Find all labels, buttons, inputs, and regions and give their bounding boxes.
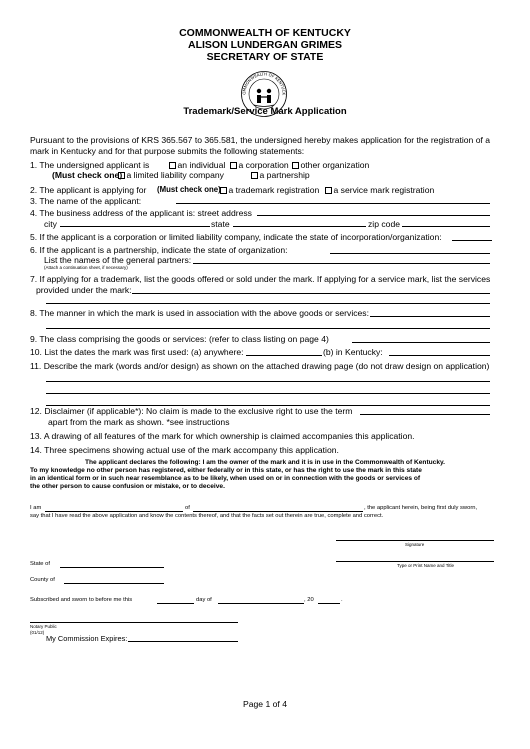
- checkbox-label: a service mark registration: [333, 185, 435, 195]
- notary-state-field[interactable]: [60, 567, 164, 568]
- item-5-label: 5. If the applicant is a corporation or limited liability company, indicate the state of incorporation/organization:: [30, 232, 442, 242]
- zip-label: zip code: [368, 219, 401, 229]
- checkbox-label: a partnership: [259, 170, 310, 180]
- year-period: .: [341, 597, 343, 603]
- item-7-line-1: 7. If applying for a trademark, list the goods offered or sold under the mark. If applying for a service mark, list the services: [30, 274, 491, 284]
- subscribed-label: Subscribed and sworn to before me this: [30, 597, 133, 603]
- form-title: Trademark/Service Mark Application: [183, 106, 347, 117]
- state-label: state: [211, 219, 230, 229]
- general-partners-label: List the names of the general partners:: [44, 255, 192, 265]
- form-code: (01/12): [30, 630, 45, 635]
- checkbox-label: a limited liability company: [126, 170, 224, 180]
- notary-signature-field[interactable]: [30, 622, 238, 623]
- item-7-line-2: provided under the mark:: [36, 285, 132, 295]
- item-13-label: 13. A drawing of all features of the mark for which ownership is claimed accompanies this application.: [30, 431, 415, 441]
- checkbox-service-mark-registration[interactable]: [325, 185, 434, 195]
- item-10-label: 10. List the dates the mark was first used: (a) anywhere:: [30, 347, 244, 357]
- item-2-label: 2. The applicant is applying for: [30, 185, 147, 195]
- item-3-label: 3. The name of the applicant:: [30, 196, 142, 206]
- checkbox-box[interactable]: [230, 162, 237, 169]
- checkbox-individual[interactable]: [169, 160, 225, 170]
- header-secretary-name: ALISON LUNDERGAN GRIMES: [187, 39, 342, 51]
- notary-public-label: Notary Public: [30, 624, 57, 629]
- commission-expires-label: My Commission Expires:: [46, 634, 128, 643]
- oath-entity-field[interactable]: [193, 511, 363, 512]
- item-1-must-check: (Must check one): [52, 170, 123, 180]
- signature-label: Signature: [405, 542, 425, 547]
- county-of-label: County of: [30, 577, 55, 583]
- checkbox-partnership[interactable]: [251, 170, 310, 180]
- checkbox-box[interactable]: [220, 187, 227, 194]
- item-1-label: 1. The undersigned applicant is: [30, 160, 150, 170]
- seal-text: OMMONWEALTH OF KENTUCK: [241, 71, 287, 96]
- notary-year-field[interactable]: [318, 603, 340, 604]
- checkbox-box[interactable]: [118, 172, 125, 179]
- day-of-label: day of: [196, 597, 212, 603]
- zip-field[interactable]: [402, 226, 490, 227]
- declaration-line-2: To my knowledge no other person has registered, either federally or in this state, or has the right to use the mark in this state: [30, 467, 422, 474]
- item-4-label: 4. The business address of the applicant is: street address: [30, 208, 252, 218]
- declaration-line-3: in an identical form or in such near resemblance as to be likely, when used on or in connection with the goods or services of: [30, 475, 421, 482]
- oath-name-field[interactable]: [45, 511, 183, 512]
- continuation-note: (Attach a continuation sheet, if necessary): [44, 265, 128, 270]
- signature-field[interactable]: [336, 540, 494, 541]
- general-partners-field[interactable]: [193, 263, 490, 264]
- state-field[interactable]: [233, 226, 366, 227]
- checkbox-llc[interactable]: [118, 170, 224, 180]
- checkbox-label: a corporation: [238, 160, 289, 170]
- checkbox-box[interactable]: [169, 162, 176, 169]
- item-2-must-check: (Must check one): [157, 185, 221, 194]
- city-label: city: [44, 219, 57, 229]
- applicant-name-field[interactable]: [176, 203, 490, 204]
- first-used-anywhere-field[interactable]: [246, 355, 322, 356]
- item-11-label: 11. Describe the mark (words and/or design) as shown on the attached drawing page (do not draw design on application): [30, 361, 490, 371]
- first-used-kentucky-label: (b) in Kentucky:: [323, 347, 383, 357]
- intro-line-1: Pursuant to the provisions of KRS 365.567 to 365.581, the undersigned hereby makes application for the registration of a: [30, 135, 491, 145]
- goods-services-field-2[interactable]: [46, 303, 490, 304]
- oath-i-am: I am: [30, 505, 42, 511]
- declaration-line-1: The applicant declares the following: I am the owner of the mark and it is in use in the Commonwealth of Kentucky.: [84, 459, 446, 466]
- notary-month-field[interactable]: [218, 603, 304, 604]
- first-used-kentucky-field[interactable]: [389, 355, 490, 356]
- checkbox-box[interactable]: [325, 187, 332, 194]
- state-of-label: State of: [30, 561, 50, 567]
- svg-text:COMMONWEALTH OF KENTUCKY: [240, 70, 287, 96]
- street-address-field[interactable]: [257, 215, 490, 216]
- notary-day-field[interactable]: [157, 603, 194, 604]
- oath-of: of: [185, 505, 190, 511]
- header-secretary-title: SECRETARY OF STATE: [206, 51, 324, 63]
- print-name-field[interactable]: [336, 561, 494, 562]
- disclaimer-term-field[interactable]: [360, 414, 490, 415]
- commission-expires-field[interactable]: [128, 641, 238, 642]
- item-8-label: 8. The manner in which the mark is used in association with the above goods or services:: [30, 308, 369, 318]
- manner-of-use-field-1[interactable]: [370, 316, 490, 317]
- item-9-label: 9. The class comprising the goods or services: (refer to class listing on page 4): [30, 334, 329, 344]
- header-commonwealth: COMMONWEALTH OF KENTUCKY: [179, 27, 351, 39]
- goods-services-field-1[interactable]: [132, 293, 490, 294]
- checkbox-other-organization[interactable]: [292, 160, 369, 170]
- checkbox-trademark-registration[interactable]: [220, 185, 319, 195]
- state-of-incorporation-field[interactable]: [452, 240, 492, 241]
- checkbox-label: an individual: [177, 160, 226, 170]
- item-14-label: 14. Three specimens showing actual use of the mark accompany this application.: [30, 445, 339, 455]
- oath-line-2: say that I have read the above application and know the contents thereof, and that the facts set out therein are true, complete and correct.: [30, 513, 384, 519]
- item-6-label: 6. If the applicant is a partnership, indicate the state of organization:: [30, 245, 288, 255]
- checkbox-box[interactable]: [251, 172, 258, 179]
- mark-description-field-2[interactable]: [46, 393, 490, 394]
- manner-of-use-field-2[interactable]: [46, 328, 490, 329]
- checkbox-box[interactable]: [292, 162, 299, 169]
- class-field[interactable]: [352, 342, 490, 343]
- notary-county-field[interactable]: [64, 583, 164, 584]
- page-number: Page 1 of 4: [243, 699, 287, 709]
- partnership-state-field[interactable]: [330, 253, 490, 254]
- oath-being-sworn: , the applicant herein, being first duly sworn,: [364, 505, 478, 511]
- checkbox-label: a trademark registration: [228, 185, 320, 195]
- intro-line-2: mark in Kentucky and for that purpose submits the following statements:: [30, 146, 305, 156]
- year-label: , 20: [304, 597, 314, 603]
- item-12-line-2: apart from the mark as shown. *see instructions: [48, 417, 230, 427]
- declaration-line-4: the other person to cause confusion or mistake, or to deceive.: [30, 483, 225, 490]
- checkbox-label: other organization: [300, 160, 370, 170]
- mark-description-field-1[interactable]: [46, 381, 490, 382]
- item-12-line-1: 12. Disclaimer (if applicable*): No claim is made to the exclusive right to use the term: [30, 406, 353, 416]
- print-name-label: Type or Print Name and Title: [397, 563, 455, 568]
- city-field[interactable]: [60, 226, 210, 227]
- checkbox-corporation[interactable]: [230, 160, 289, 170]
